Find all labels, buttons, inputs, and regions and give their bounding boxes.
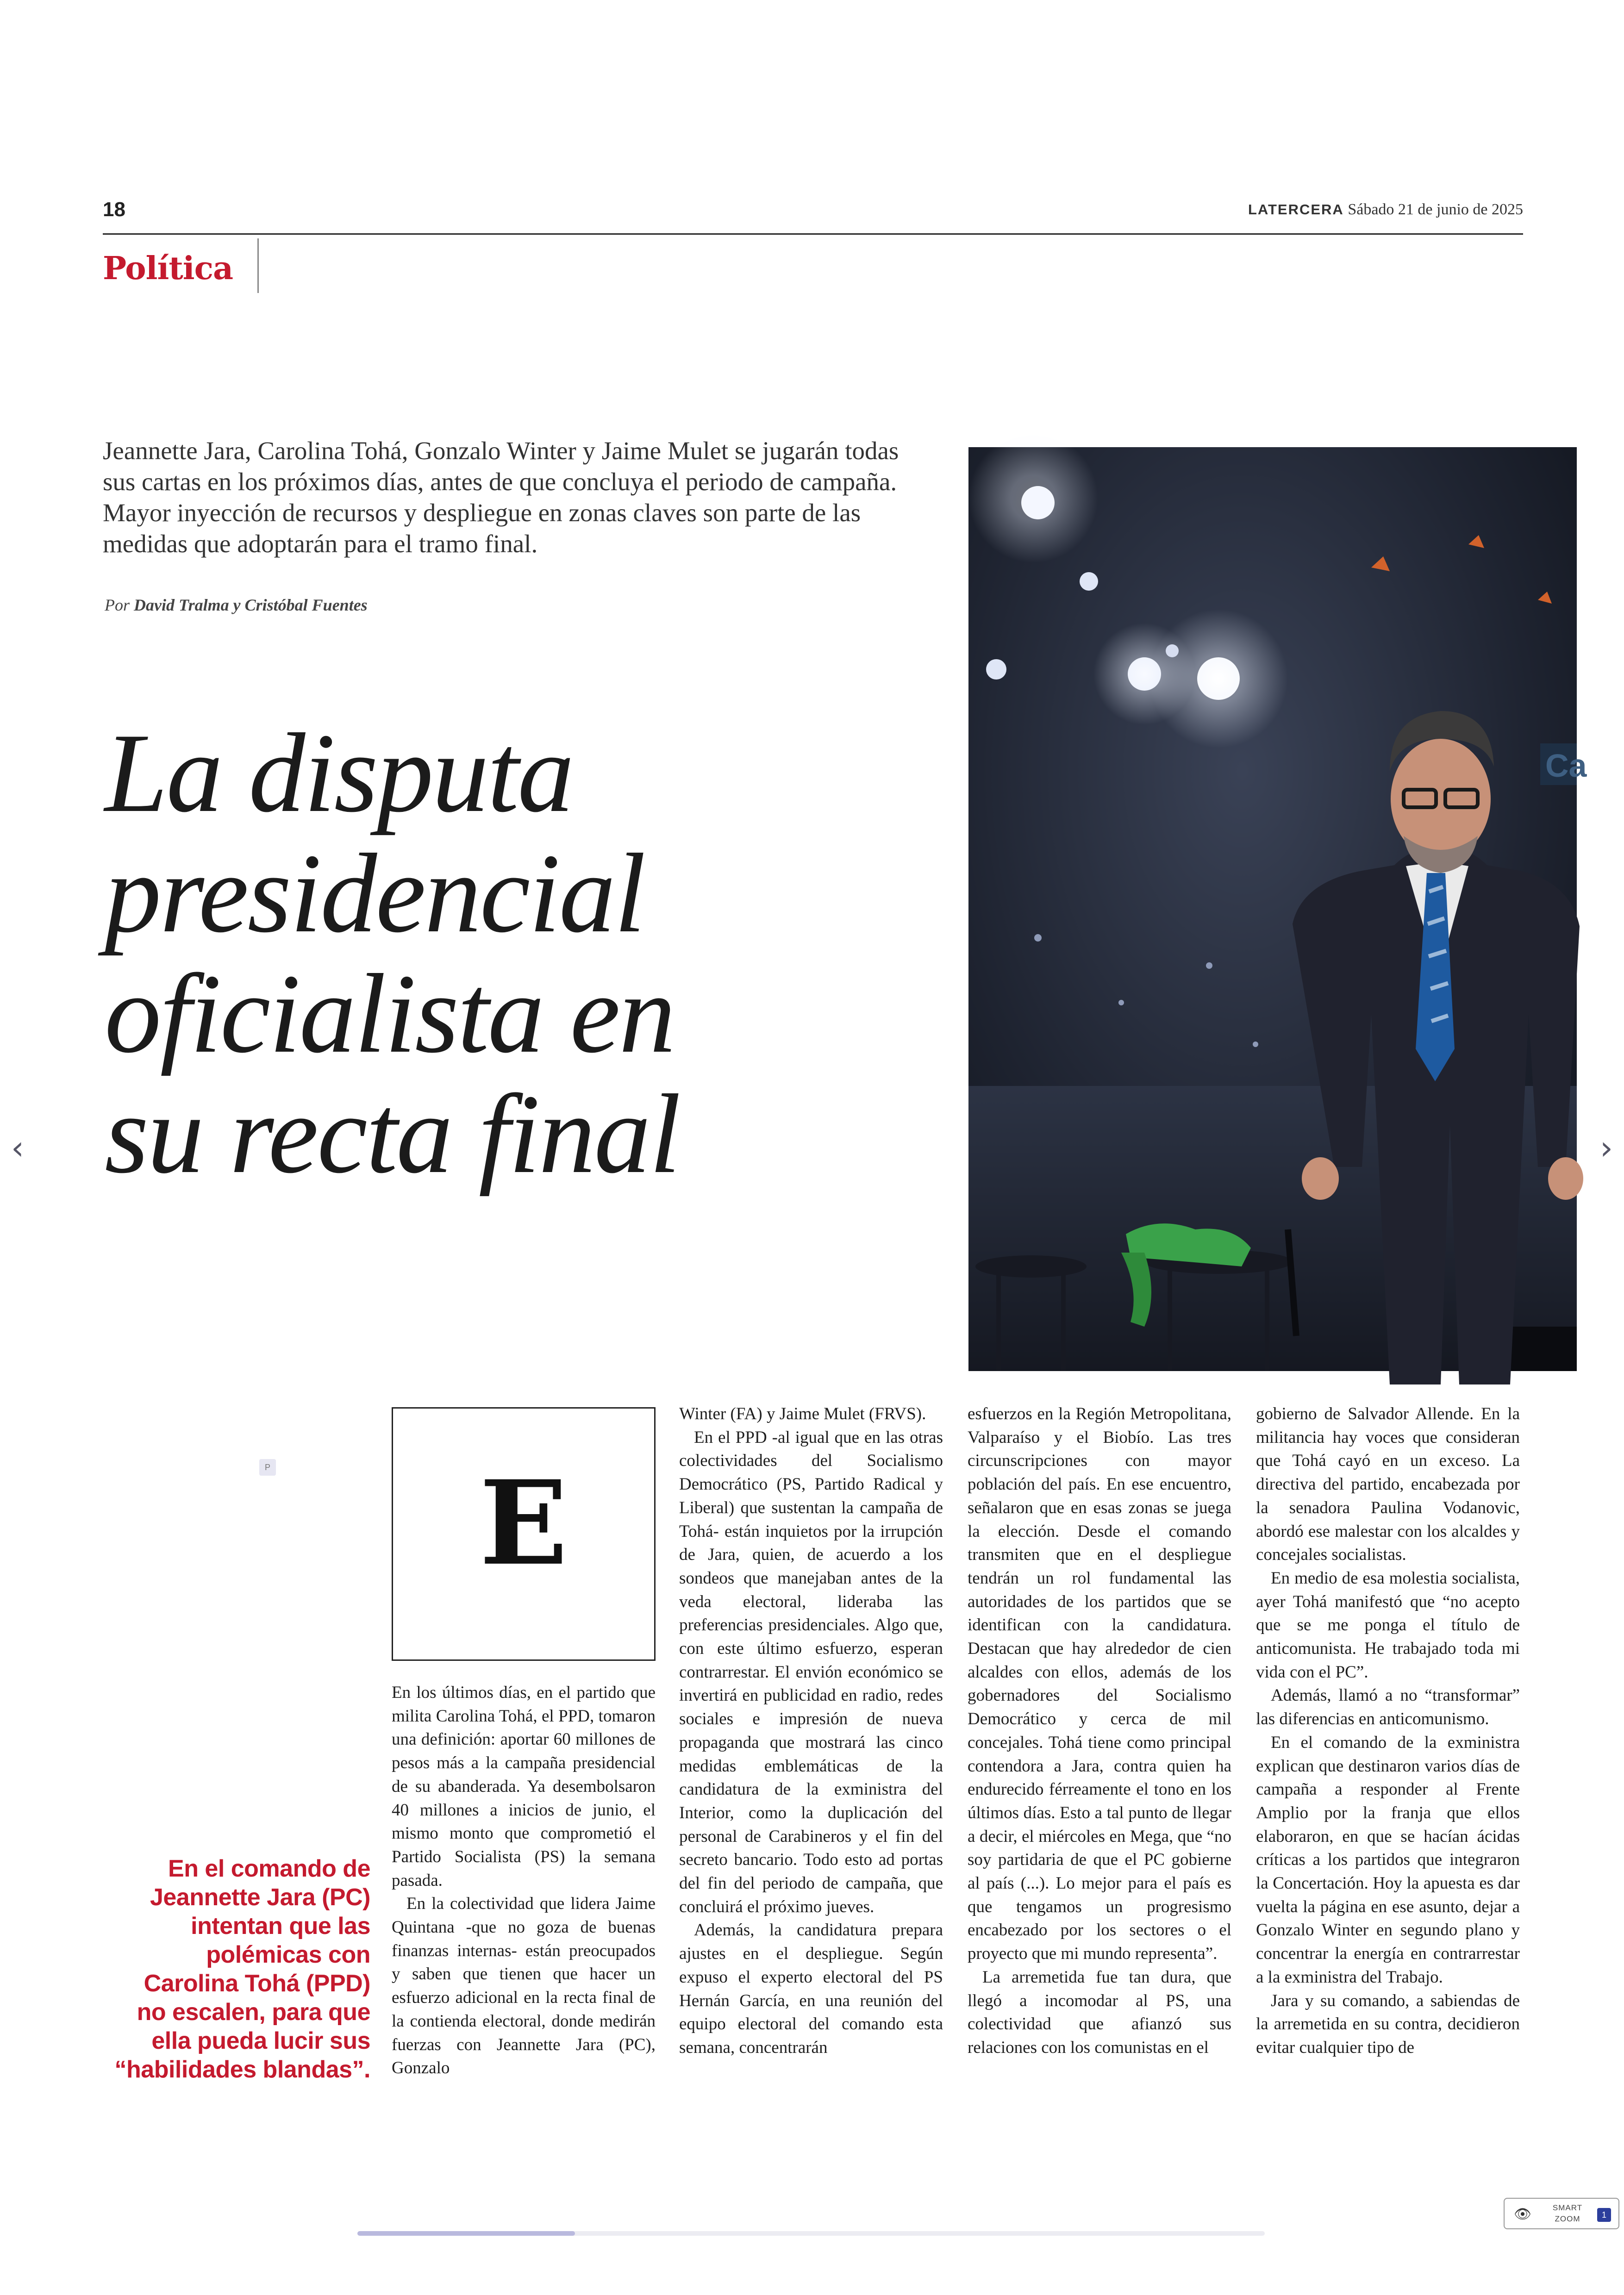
pull-quote: En el comando de Jeannette Jara (PC) intentan que las polémicas con Carolina Tohá (PPD) no escalen, para que ella pueda lucir sus “habilidades blandas”.: [114, 1855, 370, 2083]
body-column-3: [968, 1403, 1231, 2060]
paragraph: En la colectividad que lidera Jaime Quintana -que no goza de buenas finanzas internas- están preocupados y saben que tienen que hacer un esfuerzo adicional en la recta final de la contienda electoral, donde medirán fuerzas con Jeannette Jara (PC), Gonzalo: [392, 1894, 656, 2078]
chevron-right-icon: ›: [1600, 1129, 1613, 1167]
page-number: 18: [103, 198, 125, 221]
article-headline: [105, 710, 975, 1197]
paragraph: esfuerzos en la Región Metropolitana, Valparaíso y el Biobío. Las tres circunscripciones con mayor población del país. En ese encuentro, señalaron que en esas zonas se juega la elección. Desde el comando transmiten que en el despliegue tendrán un rol fundamental las autoridades de los partidos que se identifican con la candidatura. Destacan que hay alrededor de cien alcaldes con ellos, además de los gobernadores del Socialismo Democrático y cerca de mil concejales. Tohá tiene como principal contendora a Jara, contra quien ha endurecido férreamente el tono en los últimos días. Esto a tal punto de llegar a decir, el miércoles en Mega, que “no soy partidaria de que el PC gobierne al país (...). Lo mejor para el país es que tengamos un progresismo encabezado por los sectores o el proyecto que mi mundo representa”.: [968, 1404, 1231, 1964]
byline: [105, 595, 368, 615]
header-rule: [103, 233, 1523, 235]
dropcap-letter: E: [479, 1455, 568, 1591]
screen-text: Ca: [1545, 748, 1587, 784]
smart-zoom-label-line2: ZOOM: [1555, 2214, 1580, 2223]
paragraph: En el comando de la exministra explican que destinaron varios días de campaña a responder al Frente Amplio por la franja que ellos elaboraron, en que se hacían ácidas críticas a los partidos que integraron la Concertación. Hoy la apuesta es dar vuelta la página en ese asunto, dejar a Gonzalo Winter en segundo plano y concentrar la energía en contrarrestar a la exministra del Trabajo.: [1256, 1733, 1520, 1987]
byline-authors: David Tralma y Cristóbal Fuentes: [134, 596, 368, 614]
smart-zoom-label-line1: SMART: [1552, 2203, 1583, 2212]
eye-icon: 👁: [1514, 2206, 1532, 2222]
prev-page-button[interactable]: [4, 1120, 31, 1176]
byline-prefix: Por: [105, 596, 130, 614]
paragraph: En los últimos días, en el partido que milita Carolina Tohá, el PPD, tomaron una definición: aportar 60 millones de pesos más a la campaña presidencial de su abanderada. Ya desembolsaron 40 millones a inicios de junio, el mismo monto que comprometió el Partido Socialista (PS) la semana pasada.: [392, 1683, 656, 1890]
zoom-badge: 1: [1597, 2208, 1611, 2222]
paragraph: Jara y su comando, a sabiendas de la arremetida en su contra, decidieron evitar cualquier tipo de: [1256, 1991, 1520, 2057]
photo-politician-on-stage: [968, 447, 1587, 1371]
headline-line: su recta final: [105, 1071, 680, 1197]
next-page-button[interactable]: [1593, 1120, 1620, 1176]
masthead: [1248, 201, 1523, 218]
paragraph: La arremetida fue tan dura, que llegó a incomodar al PS, una colectividad que afianzó sus relaciones con los comunistas en el: [968, 1967, 1231, 2057]
paragraph: En el PPD -al igual que en las otras colectividades del Socialismo Democrático (PS, Partido Radical y Liberal) que sustentan la campaña de Tohá- están inquietos por la irrupción de Jara, quien, de acuerdo a los sondeos que manejaban antes de la veda electoral, lideraba las preferencias presidenciales. Algo que, con este último esfuerzo, esperan contrarrestar. El envión económico se invertirá en publicidad en radio, redes sociales e impresión de nueva propaganda que mostrará las cinco medidas emblemáticas de la candidatura de la exministra del Interior, como la duplicación del personal de Carabineros y el fin del secreto bancario. Todo esto ad portas del fin del periodo de campaña, que concluirá el próximo jueves.: [679, 1428, 943, 1916]
headline-line: presidencial: [105, 830, 645, 956]
paragraph: gobierno de Salvador Allende. En la militancia hay voces que consideran que Tohá cayó en un exceso. La directiva del partido, encabezada por la senadora Paulina Vodanovic, abordó ese malestar con los alcaldes y concejales socialistas.: [1256, 1404, 1520, 1565]
section-label: Política: [103, 250, 233, 287]
smart-zoom-label: [1544, 2202, 1591, 2225]
paragraph: Además, la candidatura prepara ajustes en el despliegue. Según expuso el experto electoral del PS Hernán García, en una reunión del equipo electoral del comando esta semana, concentrarán: [679, 1921, 943, 2057]
issue-date: Sábado 21 de junio de 2025: [1348, 201, 1523, 218]
article-lede: Jeannette Jara, Carolina Tohá, Gonzalo Winter y Jaime Mulet se jugarán todas sus cartas en los próximos días, antes de que concluya el periodo de campaña. Mayor inyección de recursos y despliegue en zonas claves son parte de las medidas que adoptarán para el tramo final.: [103, 437, 899, 558]
paragraph: Además, llamó a no “transformar” las diferencias en anticomunismo.: [1256, 1686, 1520, 1729]
brand-name: LATERCERA: [1248, 201, 1344, 218]
headline-line: oficialista en: [105, 951, 675, 1076]
reading-progress-fill: [357, 2231, 575, 2236]
chevron-left-icon: ‹: [11, 1129, 24, 1167]
section-divider: [257, 238, 259, 293]
paragraph: Winter (FA) y Jaime Mulet (FRVS).: [679, 1404, 926, 1423]
article-photo: [968, 447, 1587, 1371]
body-column-2: [679, 1403, 943, 2060]
body-column-4: [1256, 1403, 1520, 2060]
smart-zoom-button[interactable]: [1504, 2198, 1619, 2229]
reading-progress-bar[interactable]: [357, 2231, 1265, 2236]
headline-line: La disputa: [105, 710, 573, 836]
paragraph: En medio de esa molestia socialista, ayer Tohá manifestó que “no acepto que se me ponga el título de anticomunista. He trabajado toda mi vida con el PC”.: [1256, 1568, 1520, 1682]
page-marker[interactable]: P: [259, 1459, 276, 1476]
body-column-1: [392, 1681, 656, 2080]
